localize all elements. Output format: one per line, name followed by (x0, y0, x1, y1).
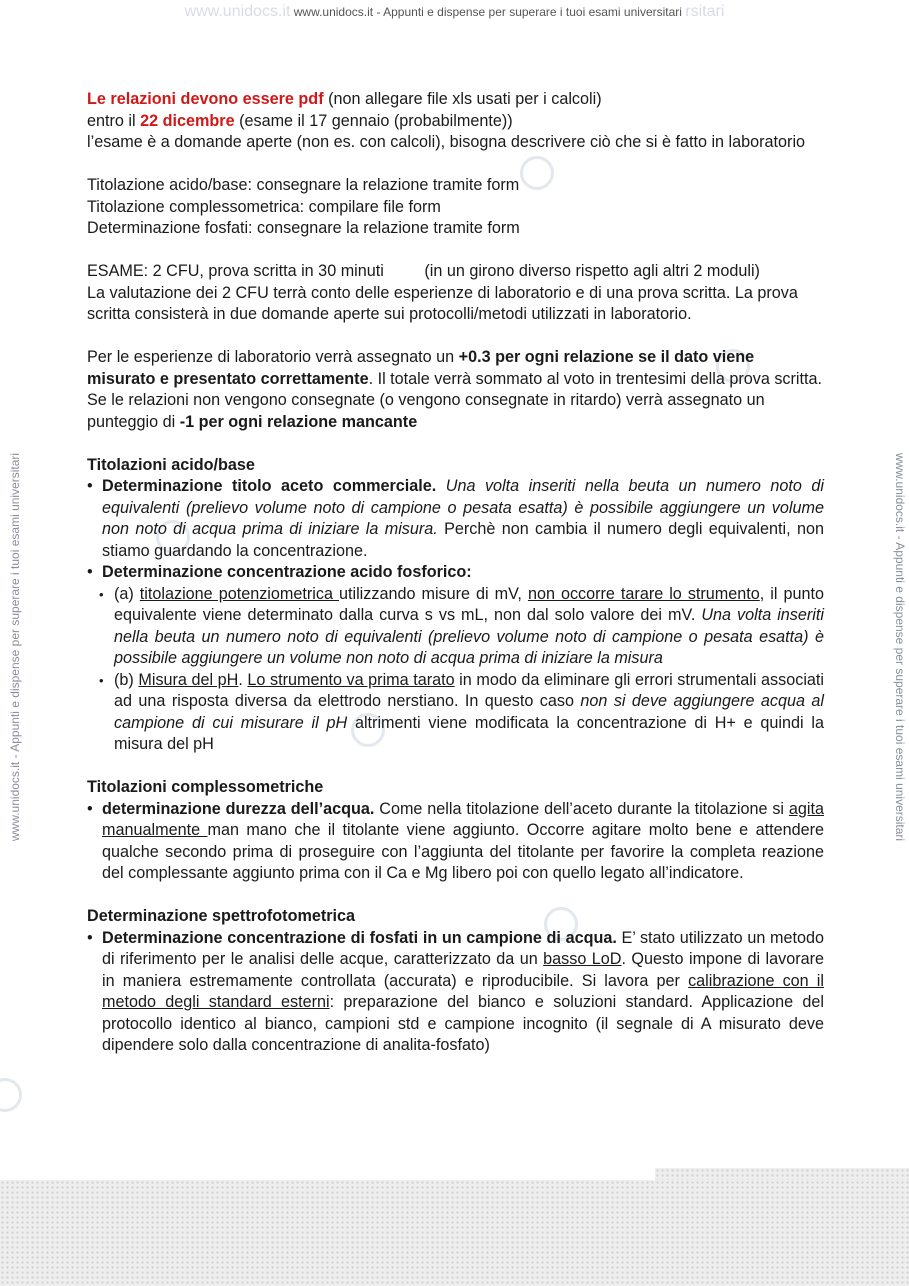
item-text: titolazione potenziometrica (139, 584, 339, 603)
deliverable-complesso: Titolazione complessometrica: compilare file form (87, 197, 441, 216)
list-item (87, 928, 824, 1057)
item-text: E’ stato utilizzato un metodo di riferimento per le analisi delle acque, caratterizzato da un (102, 928, 824, 968)
section-title-complessometriche: Titolazioni complessometriche (87, 778, 324, 796)
item-text: man mano che il titolante viene aggiunto. Occorre agitare molto bene e attendere qualche secondo prima di proseguire con l’aggiunta del titolante per favorire la completa reazione del complessante aggiunto prima con il Ca e Mg libero poi con quello legato all’indicatore. (102, 821, 824, 882)
watermark-ghost-right: rsitari (685, 3, 725, 20)
item-text: basso LoD (543, 950, 622, 968)
bullet-icon: • (99, 672, 104, 688)
watermark-ghost-left: www.unidocs.it (184, 3, 291, 20)
item-text: in modo da eliminare gli errori strumentali associati ad una risposta diversa da elettrodo nerstiano. In questo caso (114, 670, 825, 710)
item-text: non si deve aggiungere acqua al campione di cui misurare il pH (114, 692, 824, 732)
deadline-date: 22 dicembre (140, 111, 235, 130)
item-label: (b) (114, 670, 139, 689)
list-item (87, 799, 824, 885)
grading-bonus: +0.3 per ogni relazione se il dato viene misurato e presentato correttamente (87, 348, 755, 388)
deliverable-acido: Titolazione acido/base: consegnare la relazione tramite form (87, 176, 520, 194)
exam-evaluation: La valutazione dei 2 CFU terrà conto delle esperienze di laboratorio e di una prova scritta. La prova scritta consisterà in due domande aperte sui protocolli/metodi utilizzati in laboratorio. (87, 283, 798, 323)
intro-text: entro il (87, 111, 141, 130)
left-watermark: www.unidocs.it - Appunti e dispense per superare i tuoi esami universitari (8, 452, 22, 842)
item-text: Misura del pH (138, 670, 239, 689)
sub-list-item (87, 584, 824, 670)
item-text: non occorre tarare lo strumento (527, 584, 760, 603)
item-text: Perchè non cambia il numero degli equivalenti, non stiamo guardando la concentrazione. (102, 520, 824, 560)
watermark-text: www.unidocs.it - Appunti e dispense per superare i tuoi esami universitari (293, 5, 682, 19)
intro-line-2 (87, 111, 824, 133)
bullet-icon: • (87, 799, 93, 818)
exam-info: ESAME: 2 CFU, prova scritta in 30 minuti (in un girono diverso rispetto agli altri 2 moduli) (87, 262, 760, 280)
intro-text: (non allegare file xls usati per i calcoli) (323, 90, 602, 108)
intro-line-3: l’esame è a domande aperte (non es. con calcoli), bisogna descrivere ciò che si è fatto in laboratorio (87, 133, 806, 151)
preview-mask (0, 1180, 909, 1286)
intro-text: (esame il 17 gennaio (probabilmente)) (234, 111, 513, 130)
item-text: Come nella titolazione dell’aceto durante la titolazione si (374, 799, 789, 818)
item-text: . Questo impone di lavorare in maniera estremamente controllata (accurata) e riproducibile. Si lavora per (102, 950, 824, 990)
bullet-icon: • (87, 928, 93, 947)
top-watermark (0, 3, 909, 21)
list-item (87, 476, 824, 562)
item-heading: determinazione durezza dell’acqua. (102, 799, 375, 818)
item-text: : preparazione del bianco e soluzioni standard. Applicazione del protocollo identico al bianco, campioni std e campione incognito (il segnale di A misurato deve dipendere solo dalla concentrazione di analita-fosfato) (102, 993, 824, 1054)
item-text: , il punto equivalente viene determinato dalla curva s vs mL, non dal solo valore dei mV. (114, 584, 824, 624)
bullet-icon: • (87, 563, 93, 581)
deliverable-fosfati: Determinazione fosfati: consegnare la relazione tramite form (87, 219, 520, 237)
sub-list-item (87, 670, 824, 756)
grading-text: Per le esperienze di laboratorio verrà assegnato un (87, 348, 459, 366)
item-heading: Determinazione titolo aceto commerciale. (102, 477, 437, 495)
item-text: altrimenti viene modificata la concentrazione di H+ e quindi la misura del pH (114, 713, 824, 753)
section-title-spettrofotometrica: Determinazione spettrofotometrica (87, 907, 356, 925)
bullet-icon: • (99, 586, 104, 602)
bullet-icon: • (87, 477, 93, 495)
item-text: Una volta inseriti nella beuta un numero noto di equivalenti (prelievo volume noto di campione o pesata esatta) è possibile aggiungere un volume non noto di acqua prima di iniziare la misura. (102, 477, 824, 538)
item-text: utilizzando misure di mV, (338, 584, 528, 603)
intro-line-1 (87, 89, 824, 111)
item-heading: Determinazione concentrazione acido fosforico: (102, 563, 472, 581)
item-text: agita manualmente (102, 799, 824, 839)
right-watermark: www.unidocs.it - Appunti e dispense per superare i tuoi esami universitari (893, 452, 907, 842)
item-heading: Determinazione concentrazione di fosfati in un campione di acqua. (102, 928, 617, 947)
grading-text: . Il totale verrà sommato al voto in trentesimi della prova scritta. Se le relazioni non vengono consegnate (o vengono consegnate in ritardo) verrà assegnato un punteggio di (87, 369, 823, 431)
document-body (87, 89, 824, 1057)
item-text: calibrazione con il metodo degli standard esterni (102, 971, 824, 1011)
item-text: . (238, 670, 248, 689)
unidocs-logo-icon (0, 1078, 22, 1112)
grading-paragraph (87, 347, 824, 433)
item-label: (a) (114, 584, 140, 603)
pdf-requirement: Le relazioni devono essere pdf (87, 90, 324, 108)
section-title-acido-base: Titolazioni acido/base (87, 455, 255, 474)
grading-penalty: -1 per ogni relazione mancante (179, 412, 418, 431)
item-text: Lo strumento va prima tarato (247, 670, 455, 689)
item-text: Una volta inseriti nella beuta un numero noto di equivalenti (prelievo volume noto di campione o pesata esatta) è possibile aggiungere un volume non noto di acqua prima di iniziare la misura (114, 606, 824, 667)
list-item (87, 562, 824, 584)
